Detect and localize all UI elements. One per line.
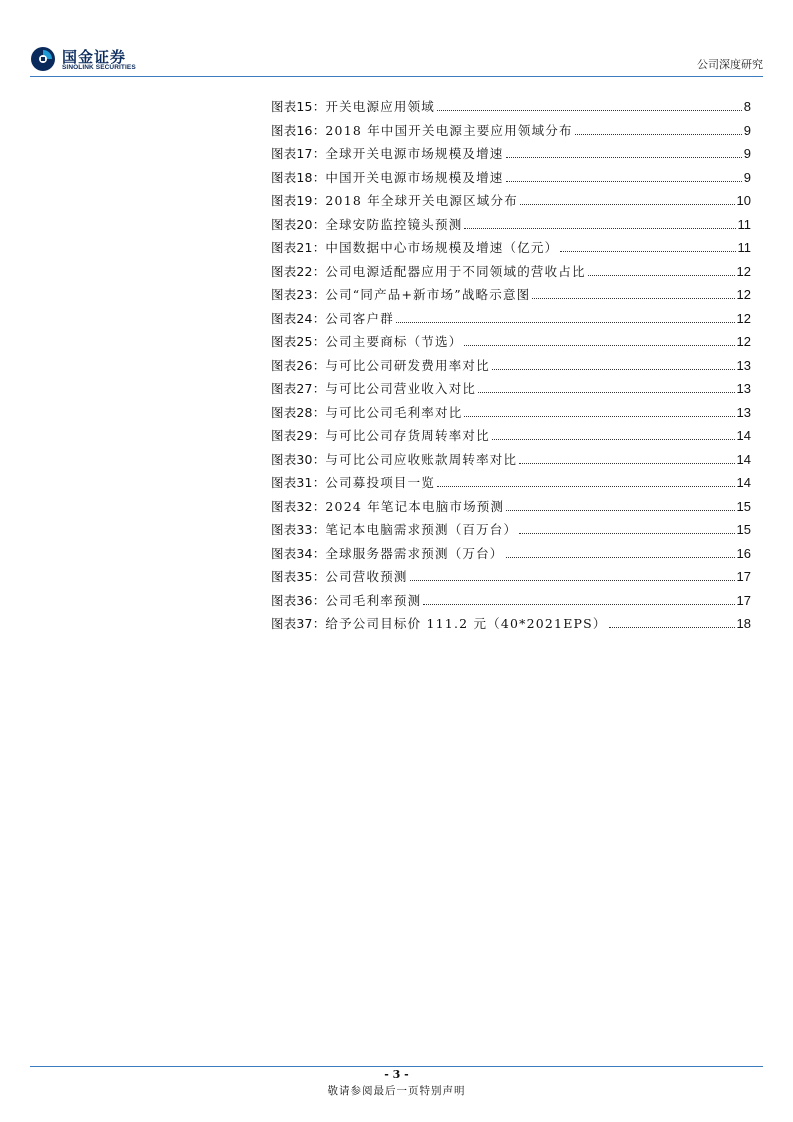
toc-dot-leader [519, 520, 734, 534]
toc-entry-page-number: 10 [736, 193, 751, 208]
toc-entry-page-number: 17 [736, 569, 751, 584]
toc-dot-leader [506, 168, 742, 182]
toc-entry[interactable] [271, 213, 751, 237]
toc-dot-leader [520, 191, 735, 205]
toc-entry-page-number: 8 [743, 99, 751, 114]
toc-entry-title: 公司毛利率预测 [325, 592, 422, 608]
toc-entry[interactable] [271, 119, 751, 143]
toc-entry[interactable] [271, 330, 751, 354]
toc-entry-page-number: 16 [736, 545, 751, 561]
toc-entry-label: 图表28： [271, 404, 326, 420]
page-header [30, 44, 763, 74]
toc-entry-label: 图表22： [271, 263, 326, 279]
toc-entry-page-number: 11 [737, 216, 751, 232]
toc-entry[interactable] [271, 236, 751, 260]
toc-entry-title: 2018 年中国开关电源主要应用领域分布 [325, 122, 573, 138]
report-type: 公司深度研究 [697, 58, 763, 71]
toc-entry-page-number: 12 [736, 263, 751, 279]
toc-entry-page-number: 12 [736, 334, 751, 349]
toc-entry-label: 图表25： [271, 334, 326, 349]
toc-entry-label: 图表20： [271, 216, 326, 232]
toc-entry-title: 与可比公司存货周转率对比 [325, 428, 490, 443]
toc-entry-page-number: 14 [736, 451, 751, 467]
toc-entry[interactable] [271, 471, 751, 495]
toc-entry-title: 公司电源适配器应用于不同领域的营收占比 [325, 263, 586, 279]
toc-dot-leader [560, 238, 735, 252]
toc-entry-label: 图表19： [271, 193, 326, 208]
toc-entry[interactable] [271, 377, 751, 401]
toc-entry[interactable] [271, 189, 751, 213]
toc-entry[interactable] [271, 260, 751, 284]
toc-entry-title: 全球安防监控镜头预测 [325, 216, 463, 232]
toc-entry[interactable] [271, 612, 751, 636]
toc-entry-label: 图表37： [271, 616, 326, 631]
toc-dot-leader [575, 121, 742, 135]
toc-entry-title: 给予公司目标价 111.2 元（40*2021EPS） [325, 616, 607, 631]
toc-entry[interactable] [271, 424, 751, 448]
toc-entry-page-number: 13 [736, 381, 751, 396]
toc-dot-leader [464, 215, 735, 229]
toc-entry-label: 图表35： [271, 569, 326, 584]
toc-entry-page-number: 14 [736, 428, 751, 443]
toc-entry-title: 公司募投项目一览 [325, 475, 436, 490]
toc-entry-title: 开关电源应用领域 [325, 99, 436, 114]
toc-entry-label: 图表17： [271, 146, 326, 161]
toc-entry-label: 图表29： [271, 428, 326, 443]
toc-entry-label: 图表30： [271, 451, 326, 467]
toc-dot-leader [437, 97, 742, 111]
toc-dot-leader [532, 285, 734, 299]
toc-entry-page-number: 17 [736, 592, 751, 608]
toc-entry-label: 图表23： [271, 287, 326, 302]
toc-entry[interactable] [271, 401, 751, 425]
toc-entry-label: 图表15： [271, 99, 326, 114]
toc-entry-title: 与可比公司应收账款周转率对比 [325, 451, 518, 467]
toc-entry-page-number: 18 [736, 616, 751, 631]
toc-entry-page-number: 15 [736, 498, 751, 514]
toc-entry-title: 公司客户群 [325, 310, 394, 326]
toc-entry-page-number: 11 [737, 240, 751, 255]
toc-entry-title: 2018 年全球开关电源区域分布 [325, 193, 518, 208]
toc-entry[interactable] [271, 565, 751, 589]
toc-dot-leader [519, 450, 734, 464]
toc-entry[interactable] [271, 354, 751, 378]
footer-disclaimer: 敬请参阅最后一页特别声明 [327, 1085, 466, 1097]
toc-entry[interactable] [271, 589, 751, 613]
toc-entry-title: 公司“同产品+新市场”战略示意图 [325, 287, 531, 302]
toc-dot-leader [609, 614, 735, 628]
page-number: - 3 - [384, 1068, 409, 1081]
toc-entry-page-number: 12 [736, 287, 751, 302]
toc-entry-page-number: 13 [736, 404, 751, 420]
toc-dot-leader [423, 591, 734, 605]
toc-entry-title: 2024 年笔记本电脑市场预测 [325, 498, 505, 514]
toc-dot-leader [464, 403, 734, 417]
toc-entry[interactable] [271, 95, 751, 119]
brand-name-en: SINOLINK SECURITIES [62, 64, 136, 71]
toc-entry-label: 图表34： [271, 545, 326, 561]
toc-dot-leader [506, 144, 742, 158]
toc-entry-title: 中国数据中心市场规模及增速（亿元） [325, 240, 559, 255]
toc-entry[interactable] [271, 307, 751, 331]
toc-dot-leader [506, 497, 734, 511]
toc-entry-title: 公司主要商标（节选） [325, 334, 463, 349]
toc-entry-title: 全球服务器需求预测（万台） [325, 545, 504, 561]
toc-dot-leader [478, 379, 734, 393]
toc-entry-label: 图表21： [271, 240, 326, 255]
toc-dot-leader [437, 473, 735, 487]
header-divider [30, 76, 763, 77]
toc-entry-title: 与可比公司营业收入对比 [325, 381, 477, 396]
toc-entry-label: 图表18： [271, 169, 326, 185]
toc-entry-title: 全球开关电源市场规模及增速 [325, 146, 504, 161]
toc-entry[interactable] [271, 518, 751, 542]
toc-entry-label: 图表16： [271, 122, 326, 138]
toc-entry-page-number: 14 [736, 475, 751, 490]
toc-entry-title: 中国开关电源市场规模及增速 [325, 169, 504, 185]
toc-entry-page-number: 9 [743, 146, 751, 161]
toc-dot-leader [506, 544, 735, 558]
toc-entry-page-number: 12 [736, 310, 751, 326]
brand-name-cn: 国金证券 [62, 48, 127, 66]
toc-entry-label: 图表26： [271, 357, 326, 373]
toc-entry-title: 与可比公司毛利率对比 [325, 404, 463, 420]
toc-entry-title: 笔记本电脑需求预测（百万台） [325, 522, 518, 537]
toc-dot-leader [492, 426, 735, 440]
toc-dot-leader [492, 356, 735, 370]
toc-dot-leader [396, 309, 735, 323]
toc-entry-title: 与可比公司研发费用率对比 [325, 357, 490, 373]
figure-index-list [271, 95, 751, 636]
toc-entry[interactable] [271, 142, 751, 166]
toc-dot-leader [588, 262, 735, 276]
toc-entry[interactable] [271, 166, 751, 190]
toc-entry-page-number: 9 [743, 122, 751, 138]
toc-entry-label: 图表24： [271, 310, 326, 326]
toc-entry[interactable] [271, 283, 751, 307]
toc-entry-label: 图表33： [271, 522, 326, 537]
toc-entry-page-number: 15 [736, 522, 751, 537]
toc-entry[interactable] [271, 448, 751, 472]
footer-divider [30, 1066, 763, 1067]
sinolink-logo [30, 44, 150, 74]
toc-dot-leader [464, 332, 734, 346]
sinolink-logo-mark-icon [30, 46, 56, 72]
toc-entry-label: 图表32： [271, 498, 326, 514]
toc-entry[interactable] [271, 542, 751, 566]
toc-entry-page-number: 13 [736, 357, 751, 373]
toc-entry-label: 图表31： [271, 475, 326, 490]
toc-entry[interactable] [271, 495, 751, 519]
toc-entry-label: 图表27： [271, 381, 326, 396]
toc-entry-page-number: 9 [743, 169, 751, 185]
toc-entry-label: 图表36： [271, 592, 326, 608]
toc-entry-title: 公司营收预测 [325, 569, 408, 584]
toc-dot-leader [410, 567, 735, 581]
